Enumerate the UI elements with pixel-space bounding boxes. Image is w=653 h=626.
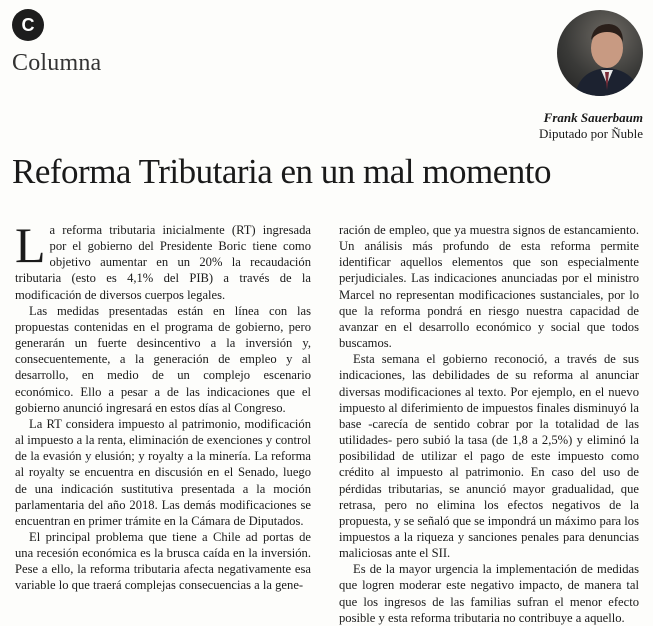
author-name: Frank Sauerbaum — [543, 110, 643, 125]
author-role: Diputado por Ñuble — [539, 126, 643, 141]
article-column-left — [15, 217, 311, 594]
paragraph-text: a reforma tributaria inicialmente (RT) ingresada por el gobierno del Presidente Boric tiene como objetivo aumentar en un 20% la recaudación tributaria (esto es 4,1% del PIB) a través de la modificación de diversos cuerpos legales. — [15, 223, 311, 302]
article-column-right — [339, 222, 639, 626]
drop-cap: L — [15, 217, 46, 273]
author-portrait-svg — [557, 10, 643, 96]
article-paragraph: Las medidas presentadas están en línea con las propuestas contenidas en el programa de gobierno, pero generarán un fuerte desincentivo a la inversión y, consecuentemente, a la generación de empleo y al desarrollo, en medio de un complejo escenario económico. Ello a pesar a de las indicaciones que el gobierno anunció ingresará en estos días al Congreso. — [15, 303, 311, 415]
article-paragraph — [15, 217, 311, 303]
article-paragraph: ración de empleo, que ya muestra signos de estancamiento. Un análisis más profundo de esta reforma permite identificar aquellos elementos que son especialmente perjudiciales. Las indicaciones anunciadas por el ministro Marcel no representan modificaciones sustanciales, por lo que la reforma pondrá en riesgo nuestra capacidad de avanzar en el desarrollo económico y social que todos buscamos. — [339, 223, 639, 351]
section-label: Columna — [12, 50, 102, 76]
article-title: Reforma Tributaria en un mal momento — [12, 152, 551, 191]
column-badge: C — [12, 9, 44, 41]
article-paragraph: Es de la mayor urgencia la implementación de medidas que logren moderar este negativo impacto, de manera tal que los ingresos de las familias sufran el menor efecto posible y esta reforma tributaria no contribuye a aquello. — [339, 562, 639, 625]
article-paragraph: El principal problema que tiene a Chile ad portas de una recesión económica es la brusca caída en la inversión. Pese a ello, la reforma tributaria afecta negativamente esa variable lo que traerá complejas consecuencias a la gene- — [15, 529, 311, 593]
article-paragraph: La RT considera impuesto al patrimonio, modificación al impuesto a la renta, eliminación de exenciones y control de la evasión y elusión; y royalty a la minería. La reforma al royalty se encuentra en discusión en el Senado, luego de una indicación sustitutiva presentada a la moción parlamentaria del año 2018. Las demás modificaciones se encuentran en primer trámite en la Cámara de Diputados. — [15, 416, 311, 528]
author-portrait-icon — [557, 10, 643, 96]
article-paragraph: Esta semana el gobierno reconoció, a través de sus indicaciones, las debilidades de su reforma al anunciar diversas modificaciones al texto. Por ejemplo, en el nuevo impuesto al diferimiento de impuestos finales disminuyó la base -carecía de sentido cobrar por la totalidad de las utilidades- pero subió la tasa (de 1,8 a 2,5%) y eliminó la posibilidad de utilizar el pago de este impuesto como crédito al impuesto al patrimonio. En caso del uso de pérdidas tributarias, se anunció mayor gradualidad, que retrasa, pero no elimina los efectos negativos de la propuesta, y se señaló que se impondrá un máximo para los impuestos a la riqueza y sanciones penales para denuncias maliciosas ante el SII. — [339, 352, 639, 561]
